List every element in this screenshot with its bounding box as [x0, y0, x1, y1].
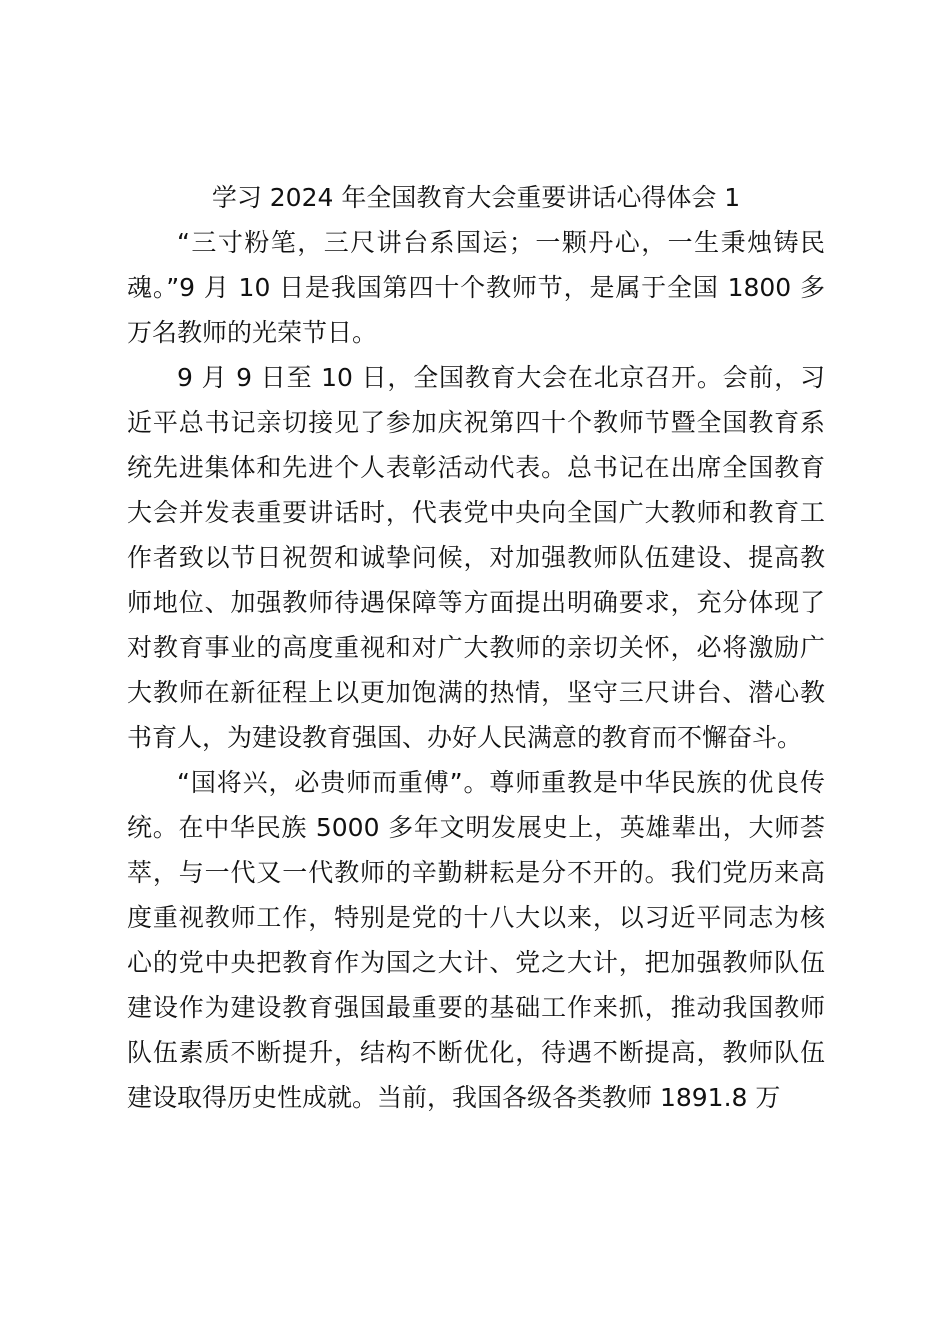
paragraph-3: “国将兴，必贵师而重傅”。尊师重教是中华民族的优良传统。在中华民族 5000 多年文明发展史上，英雄辈出，大师荟萃，与一代又一代教师的辛勤耕耘是分不开的。我们党历来高度重视教师工作，特别是党的十八大以来，以习近平同志为核心的党中央把教育作为国之大计、党之大计，把加强教师队伍建设作为建设教育强国最重要的基础工作来抓，推动我国教师队伍素质不断提升，结构不断优化，待遇不断提高，教师队伍建设取得历史性成就。当前，我国各级各类教师 1891.8 万	[127, 768, 825, 1112]
document-title: 学习 2024 年全国教育大会重要讲话心得体会 1	[211, 183, 741, 212]
paragraph-1: “三寸粉笔，三尺讲台系国运；一颗丹心，一生秉烛铸民魂。”9 月 10 日是我国第四十个教师节，是属于全国 1800 多万名教师的光荣节日。	[127, 228, 825, 347]
document-body	[127, 176, 825, 1120]
paragraph-2: 9 月 9 日至 10 日，全国教育大会在北京召开。会前，习近平总书记亲切接见了参加庆祝第四十个教师节暨全国教育系统先进集体和先进个人表彰活动代表。总书记在出席全国教育大会并发表重要讲话时，代表党中央向全国广大教师和教育工作者致以节日祝贺和诚挚问候，对加强教师队伍建设、提高教师地位、加强教师待遇保障等方面提出明确要求，充分体现了对教育事业的高度重视和对广大教师的亲切关怀，必将激励广大教师在新征程上以更加饱满的热情，坚守三尺讲台、潜心教书育人，为建设教育强国、办好人民满意的教育而不懈奋斗。	[127, 363, 825, 752]
